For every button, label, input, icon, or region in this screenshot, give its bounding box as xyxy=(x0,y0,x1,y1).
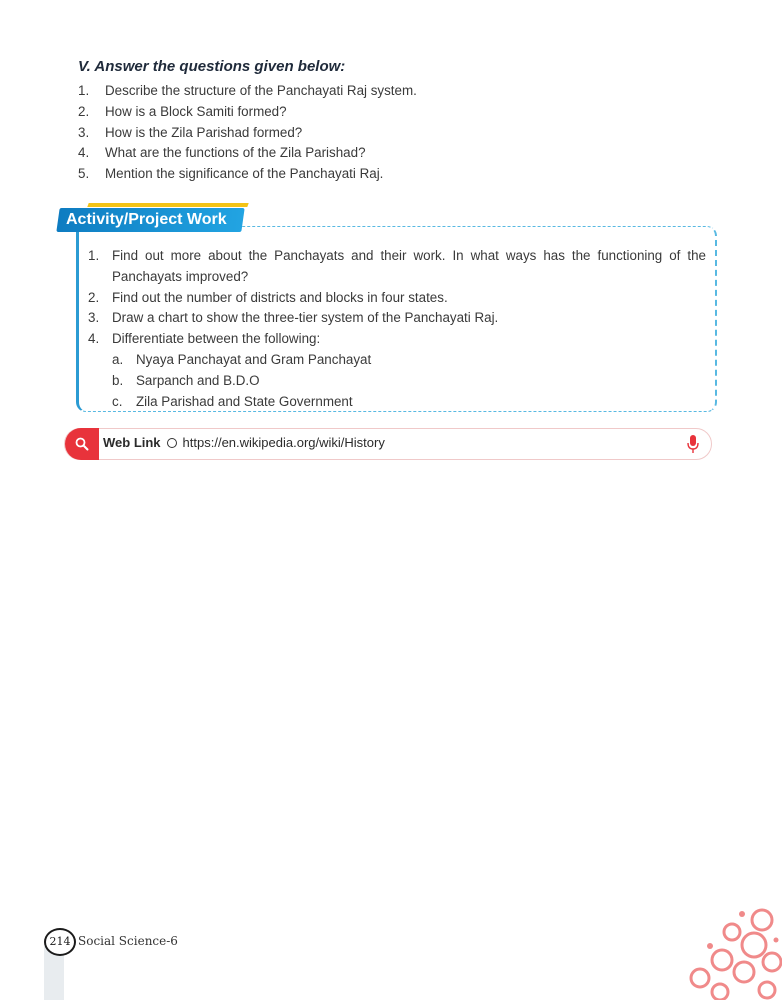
list-item: 2. Find out the number of districts and blocks in four states. xyxy=(88,289,448,305)
list-item: 2. How is a Block Samiti formed? xyxy=(78,103,287,119)
search-button[interactable] xyxy=(65,428,99,460)
activity-section xyxy=(58,200,714,412)
list-item: 1. Find out more about the Panchayats and their work. In what ways has the functioning of the Panchayats improved? xyxy=(88,248,706,284)
list-item: 4. Differentiate between the following: xyxy=(88,331,321,347)
sub-list-item: c. Zila Parishad and State Government xyxy=(112,393,353,409)
decorative-circles-icon xyxy=(672,900,782,1000)
search-icon xyxy=(75,437,89,451)
sub-list-item: b. Sarpanch and B.D.O xyxy=(112,372,260,388)
activity-title: Activity/Project Work xyxy=(56,208,244,232)
list-item: 4. What are the functions of the Zila Parishad? xyxy=(78,145,366,161)
activity-list xyxy=(88,246,706,412)
list-item: 1. Describe the structure of the Panchayati Raj system. xyxy=(78,83,417,98)
web-link-bar[interactable] xyxy=(64,428,712,460)
web-link-text xyxy=(103,435,385,450)
questions-list xyxy=(78,81,738,185)
activity-title-stripe xyxy=(87,203,248,207)
bullet-circle-icon xyxy=(167,438,177,448)
list-item: 3. Draw a chart to show the three-tier system of the Panchayati Raj. xyxy=(88,310,499,326)
page-footer xyxy=(44,928,244,1000)
list-item: 3. How is the Zila Parishad formed? xyxy=(78,124,303,140)
questions-heading: V. Answer the questions given below: xyxy=(78,58,346,75)
web-link-label: Web Link xyxy=(103,435,161,450)
questions-section xyxy=(78,58,738,185)
microphone-icon[interactable] xyxy=(687,434,699,454)
sub-list-item: a. Nyaya Panchayat and Gram Panchayat xyxy=(112,351,372,367)
page-number: 214 xyxy=(44,928,76,956)
list-item: 5. Mention the significance of the Panchayati Raj. xyxy=(78,166,384,182)
book-title: Social Science-6 xyxy=(78,934,178,948)
web-link-url[interactable]: https://en.wikipedia.org/wiki/History xyxy=(182,435,385,450)
